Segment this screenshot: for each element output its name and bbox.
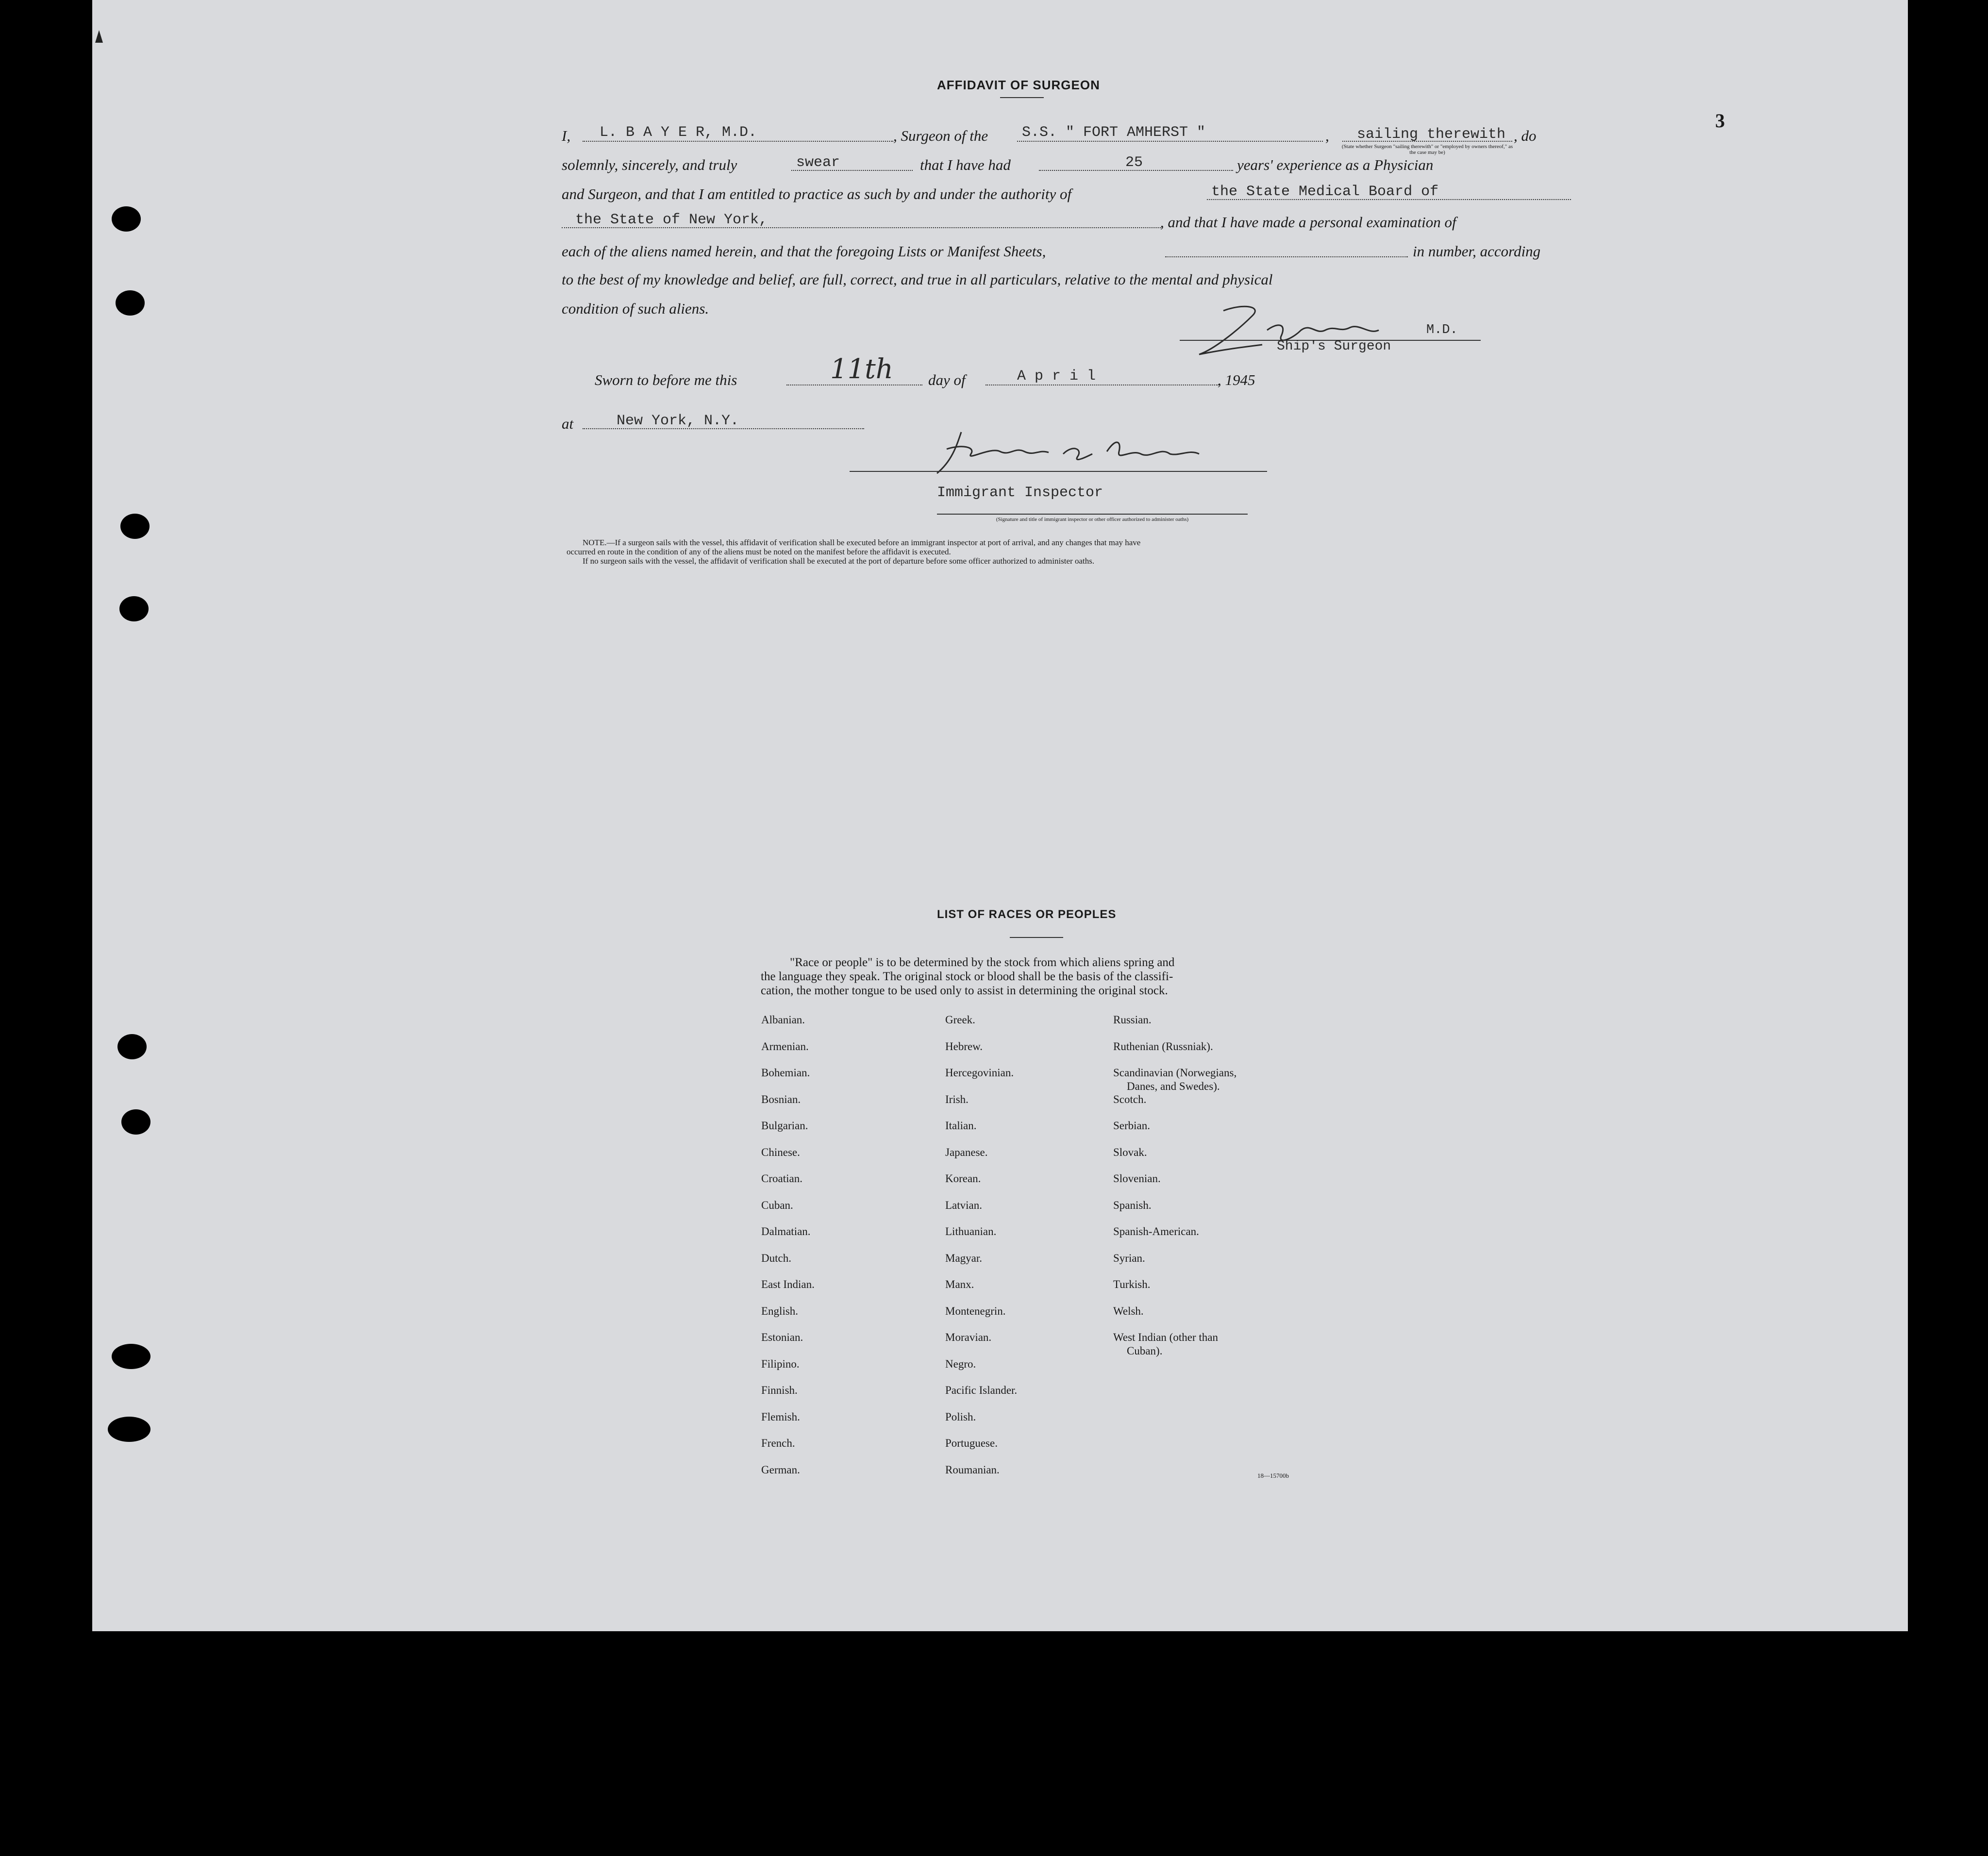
place: New York, N.Y. xyxy=(617,413,739,429)
race-item: Cuban). xyxy=(1127,1345,1163,1357)
binding-hole-8 xyxy=(108,1417,150,1442)
line-ship xyxy=(1017,141,1323,142)
race-item: Scotch. xyxy=(1113,1093,1147,1105)
text-at: at xyxy=(562,415,574,432)
note-line-2: occurred en route in the condition of any of the aliens must be noted on the manifest before the affidavit is executed. xyxy=(567,547,951,556)
text-day-of: day of xyxy=(928,371,966,388)
race-item: Croatian. xyxy=(761,1172,802,1185)
binding-hole-6 xyxy=(121,1109,150,1135)
years-experience: 25 xyxy=(1125,154,1143,171)
race-item: East Indian. xyxy=(761,1278,815,1290)
race-item: Greek. xyxy=(945,1014,975,1026)
binding-hole-7 xyxy=(112,1344,150,1369)
note-line-3: If no surgeon sails with the vessel, the affidavit of verification shall be executed at the port of departure before some officer authorized to administer oaths. xyxy=(583,556,1095,566)
race-item: Danes, and Swedes). xyxy=(1127,1080,1220,1092)
race-item: Slovak. xyxy=(1113,1146,1147,1158)
race-item: Cuban. xyxy=(761,1199,793,1211)
race-item: Turkish. xyxy=(1113,1278,1151,1290)
race-item: Russian. xyxy=(1113,1014,1152,1026)
race-item: Dalmatian. xyxy=(761,1225,811,1237)
race-item: Portuguese. xyxy=(945,1437,998,1449)
text-experience: years' experience as a Physician xyxy=(1237,156,1434,173)
race-item: Pacific Islander. xyxy=(945,1384,1018,1396)
race-item: Montenegrin. xyxy=(945,1304,1006,1317)
state-note: (State whether Surgeon "sailing therewith" or "employed by owners thereof," as the case may be) xyxy=(1341,144,1513,155)
authority-line-1: the State Medical Board of xyxy=(1211,184,1439,200)
races-intro-3: cation, the mother tongue to be used only to assist in determining the original stock. xyxy=(761,984,1168,997)
race-item: West Indian (other than xyxy=(1113,1331,1218,1343)
race-item: Hercegovinian. xyxy=(945,1067,1014,1079)
race-item: Dutch. xyxy=(761,1252,791,1264)
ships-surgeon-label: Ship's Surgeon xyxy=(1277,339,1391,354)
race-item: Japanese. xyxy=(945,1146,988,1158)
race-item: Roumanian. xyxy=(945,1463,1000,1476)
text-do: , do xyxy=(1514,127,1537,144)
race-item: Flemish. xyxy=(761,1410,800,1423)
race-item: Spanish. xyxy=(1113,1199,1152,1211)
race-item: Syrian. xyxy=(1113,1252,1145,1264)
race-item: Manx. xyxy=(945,1278,974,1290)
corner-mark xyxy=(95,30,103,43)
race-item: Estonian. xyxy=(761,1331,803,1343)
race-item: Welsh. xyxy=(1113,1304,1144,1317)
binding-hole-4 xyxy=(119,596,149,621)
race-item: Irish. xyxy=(945,1093,969,1105)
race-item: Finnish. xyxy=(761,1384,798,1396)
races-title-rule xyxy=(1010,937,1063,938)
race-item: Magyar. xyxy=(945,1252,983,1264)
ship-name: S.S. " FORT AMHERST " xyxy=(1022,124,1206,141)
inspector-signature xyxy=(918,427,1219,481)
binding-hole-2 xyxy=(116,290,145,316)
race-item: Korean. xyxy=(945,1172,981,1185)
line-inspector-signature xyxy=(850,471,1267,472)
race-item: Bohemian. xyxy=(761,1067,810,1079)
line-inspector-caption xyxy=(937,514,1248,515)
form-code: 18—15700b xyxy=(1257,1472,1289,1479)
text-i: I, xyxy=(562,127,571,144)
race-item: Bulgarian. xyxy=(761,1120,808,1132)
text-examination: , and that I have made a personal examination of xyxy=(1160,214,1456,231)
line-sheets-count xyxy=(1165,256,1408,257)
race-item: Serbian. xyxy=(1113,1120,1151,1132)
text-have-had: that I have had xyxy=(920,156,1011,173)
binding-hole-5 xyxy=(117,1034,147,1059)
race-item: Slovenian. xyxy=(1113,1172,1161,1185)
authority-line-2: the State of New York, xyxy=(575,212,768,228)
race-item: English. xyxy=(761,1304,799,1317)
race-item: Italian. xyxy=(945,1120,977,1132)
md-suffix: M.D. xyxy=(1426,323,1458,337)
race-item: Armenian. xyxy=(761,1040,809,1053)
year: , 1945 xyxy=(1218,371,1255,388)
races-intro-2: the language they speak. The original stock or blood shall be the basis of the classifi- xyxy=(761,970,1173,983)
races-intro-1: "Race or people" is to be determined by the stock from which aliens spring and xyxy=(790,956,1175,969)
race-item: Albanian. xyxy=(761,1014,805,1026)
race-item: Moravian. xyxy=(945,1331,992,1343)
binding-hole-3 xyxy=(120,514,150,539)
month: A p r i l xyxy=(1017,368,1096,385)
races-title: LIST OF RACES OR PEOPLES xyxy=(937,908,1117,921)
text-surgeon-of: , Surgeon of the xyxy=(893,127,988,144)
line-surgeon-name xyxy=(583,141,893,142)
day-handwritten: 11th xyxy=(830,353,893,385)
surgeon-name: L. B A Y E R, M.D. xyxy=(600,124,757,141)
text-each: each of the aliens named herein, and that the foregoing Lists or Manifest Sheets, xyxy=(562,243,1046,260)
race-item: Filipino. xyxy=(761,1357,800,1370)
sailing-status: sailing therewith xyxy=(1357,126,1506,143)
text-entitled: and Surgeon, and that I am entitled to practice as such by and under the authority of xyxy=(562,185,1072,202)
race-item: Hebrew. xyxy=(945,1040,983,1053)
title-rule xyxy=(1000,97,1044,98)
race-item: Ruthenian (Russniak). xyxy=(1113,1040,1213,1053)
text-sworn: Sworn to before me this xyxy=(595,371,737,388)
text-solemnly: solemnly, sincerely, and truly xyxy=(562,156,737,173)
text-condition: condition of such aliens. xyxy=(562,300,709,317)
page-number: 3 xyxy=(1715,110,1725,132)
text-comma: , xyxy=(1325,127,1329,144)
document-sheet xyxy=(92,0,1908,1631)
text-best: to the best of my knowledge and belief, are full, correct, and true in all particulars, relative to the mental and physical xyxy=(562,271,1273,288)
race-item: Latvian. xyxy=(945,1199,982,1211)
race-item: Bosnian. xyxy=(761,1093,801,1105)
race-item: Spanish-American. xyxy=(1113,1225,1199,1237)
race-item: Chinese. xyxy=(761,1146,800,1158)
text-in-number: in number, according xyxy=(1413,243,1541,260)
race-item: Lithuanian. xyxy=(945,1225,997,1237)
note-line-1: NOTE.—If a surgeon sails with the vessel, this affidavit of verification shall be executed before an immigrant inspector at port of arrival, and any changes that may have xyxy=(583,538,1141,547)
affidavit-title: AFFIDAVIT OF SURGEON xyxy=(937,78,1100,92)
oath-word: swear xyxy=(796,154,840,171)
race-item: Negro. xyxy=(945,1357,976,1370)
race-item: Scandinavian (Norwegians, xyxy=(1113,1067,1237,1079)
binding-hole-1 xyxy=(112,206,141,232)
inspector-caption: (Signature and title of immigrant inspector or other officer authorized to administer oaths) xyxy=(996,517,1189,522)
race-item: French. xyxy=(761,1437,795,1449)
race-item: Polish. xyxy=(945,1410,976,1423)
inspector-title: Immigrant Inspector xyxy=(937,485,1103,501)
race-item: German. xyxy=(761,1463,800,1476)
